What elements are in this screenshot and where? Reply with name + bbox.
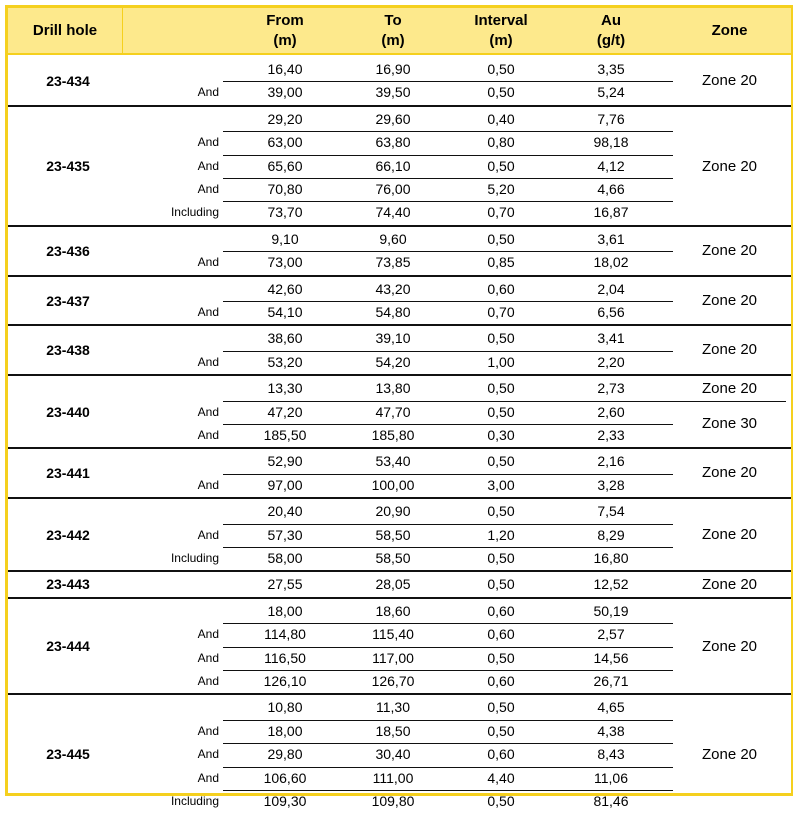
drill-hole-id: 23-440	[46, 404, 90, 421]
to-value: 11,30	[376, 699, 410, 716]
header-drill-hole	[8, 8, 123, 53]
interval-qualifier: And	[197, 85, 219, 100]
drill-hole-group	[8, 377, 791, 447]
group-separator	[8, 225, 791, 227]
table-row	[8, 201, 791, 224]
interval-qualifier: And	[197, 747, 219, 762]
drill-hole-id: 23-436	[46, 242, 90, 259]
interval-value: 3,00	[487, 476, 515, 493]
drill-hole-id: 23-437	[46, 292, 90, 309]
row-divider	[223, 647, 673, 648]
zone-value: Zone 20	[701, 72, 758, 89]
header-au-unit: (g/t)	[596, 31, 626, 49]
interval-qualifier: And	[197, 135, 219, 150]
group-separator	[8, 447, 791, 449]
to-value: 28,05	[375, 576, 411, 593]
from-value: 10,80	[267, 699, 303, 716]
from-value: 42,60	[267, 280, 303, 297]
interval-value: 0,60	[487, 626, 515, 643]
au-grade-value: 8,43	[597, 746, 625, 763]
from-value: 73,70	[267, 204, 303, 221]
from-value: 54,10	[267, 303, 303, 320]
row-divider	[223, 351, 673, 352]
from-value: 13,30	[267, 380, 303, 397]
au-grade-value: 2,04	[597, 280, 625, 297]
header-drill-hole-label: Drill hole	[32, 21, 98, 39]
from-value: 38,60	[267, 330, 303, 347]
to-value: 100,00	[371, 476, 415, 493]
from-value: 39,00	[267, 84, 303, 101]
table-row	[8, 720, 791, 743]
zone-value: Zone 20	[701, 380, 758, 398]
drill-hole-id: 23-434	[46, 73, 90, 89]
interval-qualifier: And	[197, 404, 219, 419]
table-row	[8, 670, 791, 693]
zone-value: Zone 20	[701, 341, 758, 359]
table-row	[8, 573, 791, 596]
interval-value: 0,70	[487, 204, 515, 221]
au-grade-value: 4,12	[597, 157, 625, 174]
table-row	[8, 228, 791, 251]
from-value: 18,00	[267, 602, 303, 619]
group-separator	[8, 597, 791, 599]
au-grade-value: 4,66	[597, 180, 625, 197]
interval-value: 0,30	[487, 426, 515, 443]
to-value: 54,20	[375, 353, 411, 370]
row-divider	[223, 131, 673, 132]
table-row	[8, 790, 791, 813]
interval-value: 4,40	[487, 769, 515, 786]
au-grade-value: 7,76	[597, 110, 625, 127]
row-divider	[223, 720, 673, 721]
interval-value: 5,20	[487, 180, 515, 197]
interval-value: 0,50	[487, 380, 515, 397]
au-grade-value: 2,20	[597, 353, 625, 370]
interval-value: 0,50	[487, 699, 515, 716]
group-separator	[8, 570, 791, 572]
interval-qualifier: And	[197, 354, 219, 369]
interval-qualifier: Including	[170, 793, 219, 808]
to-value: 74,40	[375, 204, 411, 221]
interval-qualifier: And	[197, 477, 219, 492]
interval-value: 0,40	[487, 110, 515, 127]
drill-hole-group	[8, 108, 791, 225]
interval-value: 0,85	[487, 254, 515, 271]
interval-qualifier: And	[197, 181, 219, 196]
to-value: 109,80	[371, 792, 415, 809]
from-value: 18,00	[267, 722, 303, 739]
header-from-label: From	[266, 11, 304, 29]
drill-hole-id: 23-443	[46, 576, 90, 593]
interval-value: 0,50	[487, 403, 515, 420]
group-separator	[8, 275, 791, 277]
from-value: 185,50	[263, 426, 307, 443]
au-grade-value: 2,16	[597, 453, 625, 470]
to-value: 53,40	[375, 453, 411, 470]
row-divider	[223, 623, 673, 624]
table-row	[8, 377, 791, 400]
to-value: 111,00	[372, 769, 414, 786]
group-separator	[8, 324, 791, 326]
drill-hole-group	[8, 327, 791, 374]
row-divider	[223, 81, 673, 82]
from-value: 16,40	[267, 61, 303, 77]
au-grade-value: 81,46	[593, 792, 629, 809]
au-grade-value: 2,73	[597, 380, 625, 397]
row-divider	[223, 178, 673, 179]
table-row	[8, 401, 791, 424]
au-grade-value: 98,18	[593, 134, 629, 151]
header-from-unit: (m)	[273, 31, 297, 49]
interval-value: 0,50	[487, 576, 515, 593]
header-interval	[446, 8, 556, 53]
row-divider	[223, 474, 673, 475]
zone-value: Zone 20	[701, 576, 758, 594]
table-row	[8, 278, 791, 301]
from-value: 53,20	[267, 353, 303, 370]
drill-hole-id: 23-438	[46, 342, 90, 359]
drill-hole-id: 23-444	[46, 637, 90, 654]
from-value: 29,20	[267, 110, 303, 127]
interval-value: 0,70	[487, 303, 515, 320]
row-divider	[223, 155, 673, 156]
from-value: 29,80	[267, 746, 303, 763]
interval-value: 0,60	[487, 672, 515, 689]
interval-value: 1,00	[487, 353, 515, 370]
header-interval-unit: (m)	[489, 31, 513, 49]
au-grade-value: 5,24	[597, 84, 625, 101]
to-value: 185,80	[371, 426, 415, 443]
row-divider	[223, 743, 673, 744]
from-value: 70,80	[267, 180, 303, 197]
table-header	[8, 8, 791, 55]
to-value: 63,80	[375, 134, 411, 151]
au-grade-value: 50,19	[593, 602, 629, 619]
to-value: 73,85	[375, 254, 411, 271]
drill-hole-id: 23-445	[46, 746, 90, 763]
table-row	[8, 547, 791, 570]
interval-qualifier: And	[197, 770, 219, 785]
from-value: 109,30	[263, 792, 307, 809]
au-grade-value: 14,56	[593, 649, 629, 666]
row-divider	[223, 401, 673, 402]
au-grade-value: 3,28	[597, 476, 625, 493]
interval-qualifier: And	[197, 627, 219, 642]
header-au	[556, 8, 666, 53]
interval-value: 0,60	[487, 602, 515, 619]
interval-value: 0,50	[487, 84, 515, 101]
from-value: 27,55	[267, 576, 303, 593]
to-value: 43,20	[375, 280, 411, 297]
interval-qualifier: And	[197, 650, 219, 665]
drill-hole-id: 23-435	[46, 157, 90, 174]
from-value: 126,10	[263, 672, 307, 689]
au-grade-value: 18,02	[593, 254, 629, 271]
interval-value: 0,60	[487, 280, 515, 297]
table-row	[8, 178, 791, 201]
au-grade-value: 3,61	[597, 230, 625, 247]
interval-value: 0,50	[487, 649, 515, 666]
interval-value: 0,60	[487, 746, 515, 763]
header-au-label: Au	[601, 11, 621, 29]
header-interval-label: Interval	[474, 11, 528, 29]
interval-value: 0,50	[487, 157, 515, 174]
row-divider	[223, 251, 673, 252]
interval-qualifier: And	[197, 158, 219, 173]
from-value: 97,00	[267, 476, 303, 493]
interval-value: 0,50	[487, 61, 515, 77]
interval-value: 0,80	[487, 134, 515, 151]
au-grade-value: 4,38	[597, 722, 625, 739]
to-value: 13,80	[375, 380, 411, 397]
interval-qualifier: Including	[170, 550, 219, 565]
interval-qualifier: And	[197, 427, 219, 442]
interval-value: 0,50	[487, 549, 515, 566]
row-divider	[223, 201, 673, 202]
from-value: 114,80	[264, 626, 306, 643]
au-grade-value: 6,56	[597, 303, 625, 320]
au-grade-value: 12,52	[593, 576, 629, 593]
to-value: 117,00	[372, 649, 414, 666]
interval-qualifier: And	[197, 723, 219, 738]
to-value: 30,40	[375, 746, 411, 763]
zone-value: Zone 30	[701, 414, 758, 432]
to-value: 126,70	[371, 672, 415, 689]
interval-value: 1,20	[487, 526, 515, 543]
from-value: 73,00	[267, 254, 303, 271]
row-divider	[223, 670, 673, 671]
drill-hole-group	[8, 500, 791, 570]
row-divider	[223, 790, 673, 791]
interval-value: 0,50	[487, 503, 515, 520]
from-value: 63,00	[267, 134, 303, 151]
to-value: 115,40	[372, 626, 414, 643]
row-divider	[223, 524, 673, 525]
interval-value: 0,50	[487, 792, 515, 809]
header-to-label: To	[384, 11, 402, 29]
table-row	[8, 474, 791, 497]
header-zone-label: Zone	[711, 21, 748, 39]
table-row	[8, 301, 791, 324]
table-row	[8, 623, 791, 646]
drill-hole-group	[8, 573, 791, 596]
to-value: 29,60	[375, 110, 411, 127]
zone-value: Zone 20	[701, 157, 758, 175]
group-separator	[8, 497, 791, 499]
zone-value: Zone 20	[701, 464, 758, 482]
interval-value: 0,50	[487, 722, 515, 739]
table-row	[8, 327, 791, 350]
au-grade-value: 4,65	[597, 699, 625, 716]
zone-value: Zone 20	[701, 291, 758, 309]
from-value: 116,50	[264, 649, 306, 666]
au-grade-value: 3,41	[597, 330, 625, 347]
interval-qualifier: Including	[170, 205, 219, 220]
au-grade-value: 2,33	[597, 426, 625, 443]
table-row	[8, 524, 791, 547]
table-row	[8, 647, 791, 670]
table-row	[8, 155, 791, 178]
to-value: 9,60	[379, 230, 407, 247]
interval-qualifier: And	[197, 304, 219, 319]
to-value: 54,80	[375, 303, 411, 320]
to-value: 76,00	[375, 180, 411, 197]
drill-hole-group	[8, 696, 791, 813]
drill-results-table	[5, 5, 793, 809]
header-to	[338, 8, 448, 53]
interval-value: 0,50	[487, 230, 515, 247]
to-value: 66,10	[375, 157, 411, 174]
interval-value: 0,50	[487, 453, 515, 470]
to-value: 58,50	[375, 549, 411, 566]
au-grade-value: 3,35	[597, 61, 625, 77]
group-separator	[8, 374, 791, 376]
drill-hole-group	[8, 600, 791, 694]
from-value: 57,30	[267, 526, 303, 543]
au-grade-value: 26,71	[593, 672, 629, 689]
interval-value: 0,50	[487, 330, 515, 347]
zone-value: Zone 20	[701, 746, 758, 764]
to-value: 39,50	[375, 84, 411, 101]
table-row	[8, 108, 791, 131]
to-value: 58,50	[375, 526, 411, 543]
table-row	[8, 131, 791, 154]
table-row	[8, 81, 791, 104]
to-value: 18,60	[375, 602, 411, 619]
to-value: 47,70	[375, 403, 411, 420]
au-grade-value: 2,57	[597, 626, 625, 643]
table-row	[8, 500, 791, 523]
table-row	[8, 696, 791, 719]
drill-hole-group	[8, 278, 791, 325]
group-separator	[8, 105, 791, 107]
au-grade-value: 16,80	[593, 549, 629, 566]
from-value: 20,40	[267, 503, 303, 520]
row-divider	[223, 424, 673, 425]
table-row	[8, 450, 791, 473]
au-grade-value: 11,06	[594, 769, 628, 786]
to-value: 18,50	[375, 722, 411, 739]
table-row	[8, 743, 791, 766]
drill-hole-group	[8, 58, 791, 105]
header-from	[230, 8, 340, 53]
au-grade-value: 8,29	[597, 526, 625, 543]
table-row	[8, 424, 791, 447]
from-value: 58,00	[267, 549, 303, 566]
table-row	[8, 767, 791, 790]
table-row	[8, 351, 791, 374]
drill-hole-id: 23-441	[46, 465, 90, 482]
to-value: 39,10	[375, 330, 411, 347]
drill-hole-group	[8, 228, 791, 275]
row-divider	[223, 547, 673, 548]
interval-qualifier: And	[197, 673, 219, 688]
group-separator	[8, 693, 791, 695]
from-value: 47,20	[267, 403, 303, 420]
au-grade-value: 2,60	[597, 403, 625, 420]
table-row	[8, 251, 791, 274]
au-grade-value: 7,54	[597, 503, 625, 520]
from-value: 106,60	[263, 769, 307, 786]
row-divider	[223, 767, 673, 768]
from-value: 9,10	[271, 230, 299, 247]
interval-qualifier: And	[197, 255, 219, 270]
drill-hole-id: 23-442	[46, 527, 90, 544]
zone-value: Zone 20	[701, 526, 758, 544]
au-grade-value: 16,87	[593, 204, 629, 221]
row-divider	[223, 301, 673, 302]
table-row	[8, 600, 791, 623]
header-zone	[668, 8, 791, 53]
table-row	[8, 58, 791, 81]
zone-value: Zone 20	[701, 637, 758, 655]
to-value: 16,90	[375, 61, 411, 77]
interval-qualifier: And	[197, 527, 219, 542]
header-to-unit: (m)	[381, 31, 405, 49]
from-value: 52,90	[267, 453, 303, 470]
from-value: 65,60	[267, 157, 303, 174]
to-value: 20,90	[375, 503, 411, 520]
drill-hole-group	[8, 450, 791, 497]
zone-value: Zone 20	[701, 241, 758, 259]
